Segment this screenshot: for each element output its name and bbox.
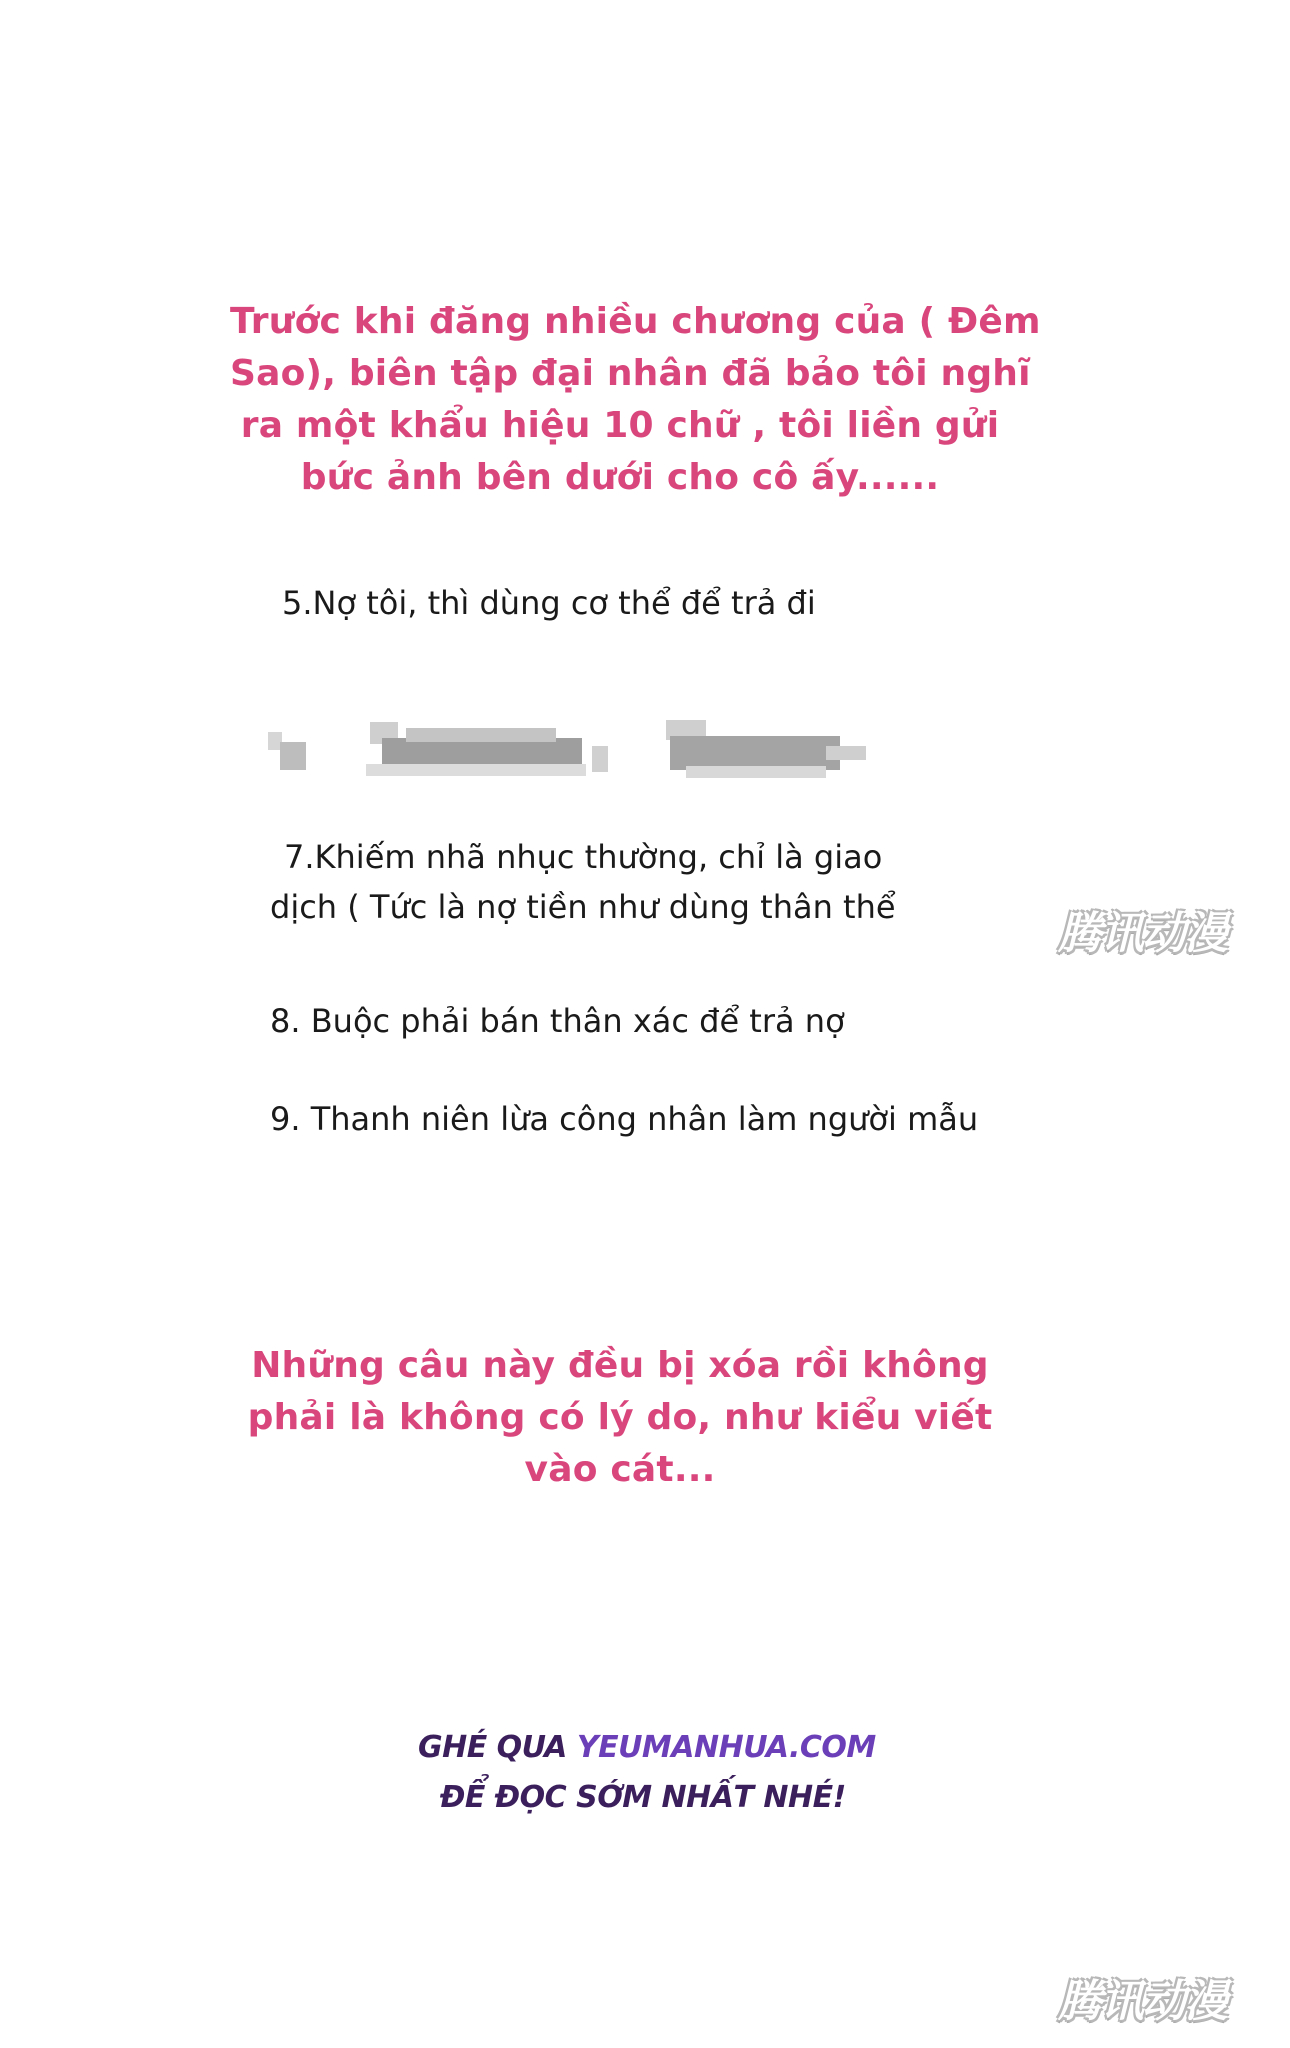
list-item-8: 8. Buộc phải bán thân xác để trả nợ [270, 1002, 845, 1040]
promo-line-1 [418, 1726, 876, 1770]
list-item-7-line-1: 7.Khiếm nhã nhục thường, chỉ là giao [284, 838, 883, 876]
censored-list-item-6 [266, 716, 986, 782]
outro-line: vào cát... [524, 1449, 716, 1490]
intro-paragraph [230, 296, 1041, 504]
outro-line: Những câu này đều bị xóa rồi không [251, 1345, 989, 1386]
outro-paragraph [230, 1340, 1010, 1496]
intro-line: ra một khẩu hiệu 10 chữ , tôi liền gửi [240, 405, 1000, 446]
intro-line: Trước khi đăng nhiều chương của ( Đêm [230, 301, 1041, 342]
intro-line: bức ảnh bên dưới cho cô ấy...... [300, 457, 940, 498]
outro-line: phải là không có lý do, như kiểu viết [247, 1397, 993, 1438]
promo-site-link[interactable]: YEUMANHUA.COM [576, 1730, 876, 1765]
promo-line-2 [440, 1776, 846, 1820]
tencent-comic-watermark: 腾讯动漫 [1058, 908, 1226, 959]
intro-line: Sao), biên tập đại nhân đã bảo tôi nghĩ [230, 353, 1031, 394]
promo-prefix: GHÉ QUA [418, 1730, 577, 1765]
list-item-7-line-2: dịch ( Tức là nợ tiền như dùng thân thể [270, 888, 896, 926]
list-item-5: 5.Nợ tôi, thì dùng cơ thể để trả đi [282, 584, 816, 622]
promo-tagline: ĐỂ ĐỌC SỚM NHẤT NHÉ! [440, 1780, 846, 1815]
tencent-comic-watermark: 腾讯动漫 [1058, 1976, 1226, 2027]
list-item-9: 9. Thanh niên lừa công nhân làm người mẫu [270, 1100, 979, 1138]
